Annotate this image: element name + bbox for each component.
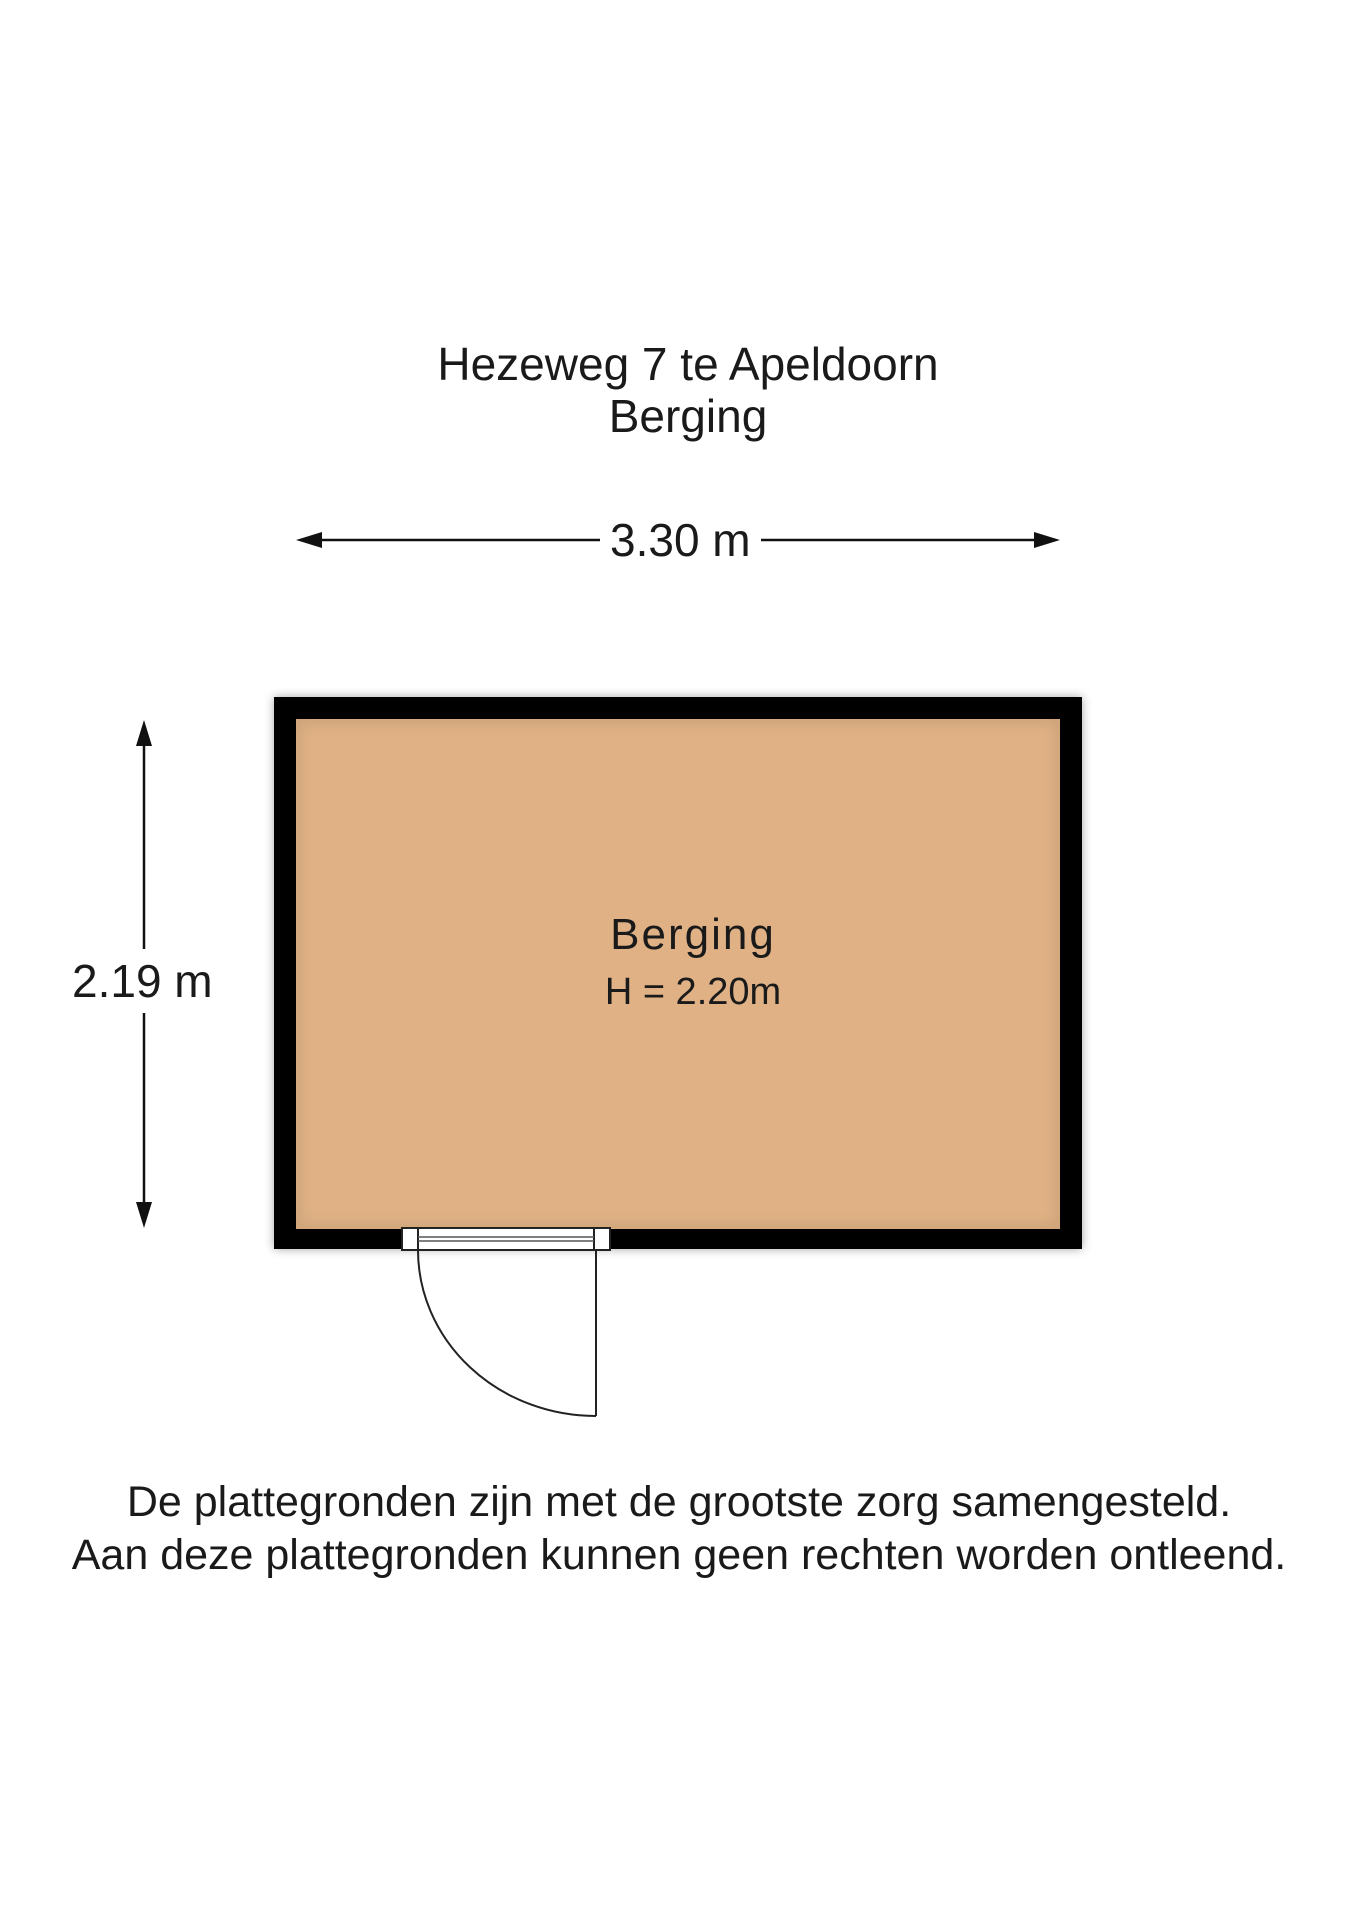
floor-title: Berging <box>608 390 768 442</box>
room-name-label: Berging <box>610 910 776 959</box>
disclaimer-line-2: Aan deze plattegronden kunnen geen rechten worden ontleend. <box>71 1531 1287 1579</box>
height-dimension-label: 2.19 m <box>72 949 213 1013</box>
door-opening <box>402 1228 610 1250</box>
disclaimer-text <box>0 1476 1358 1582</box>
door-swing <box>418 1250 596 1416</box>
room-ceiling-height-label: H = 2.20m <box>604 971 782 1013</box>
disclaimer-line-1: De plattegronden zijn met de grootste zorg samengesteld. <box>126 1478 1232 1526</box>
address-title: Hezeweg 7 te Apeldoorn <box>437 338 939 390</box>
width-dimension-label: 3.30 m <box>600 514 761 566</box>
